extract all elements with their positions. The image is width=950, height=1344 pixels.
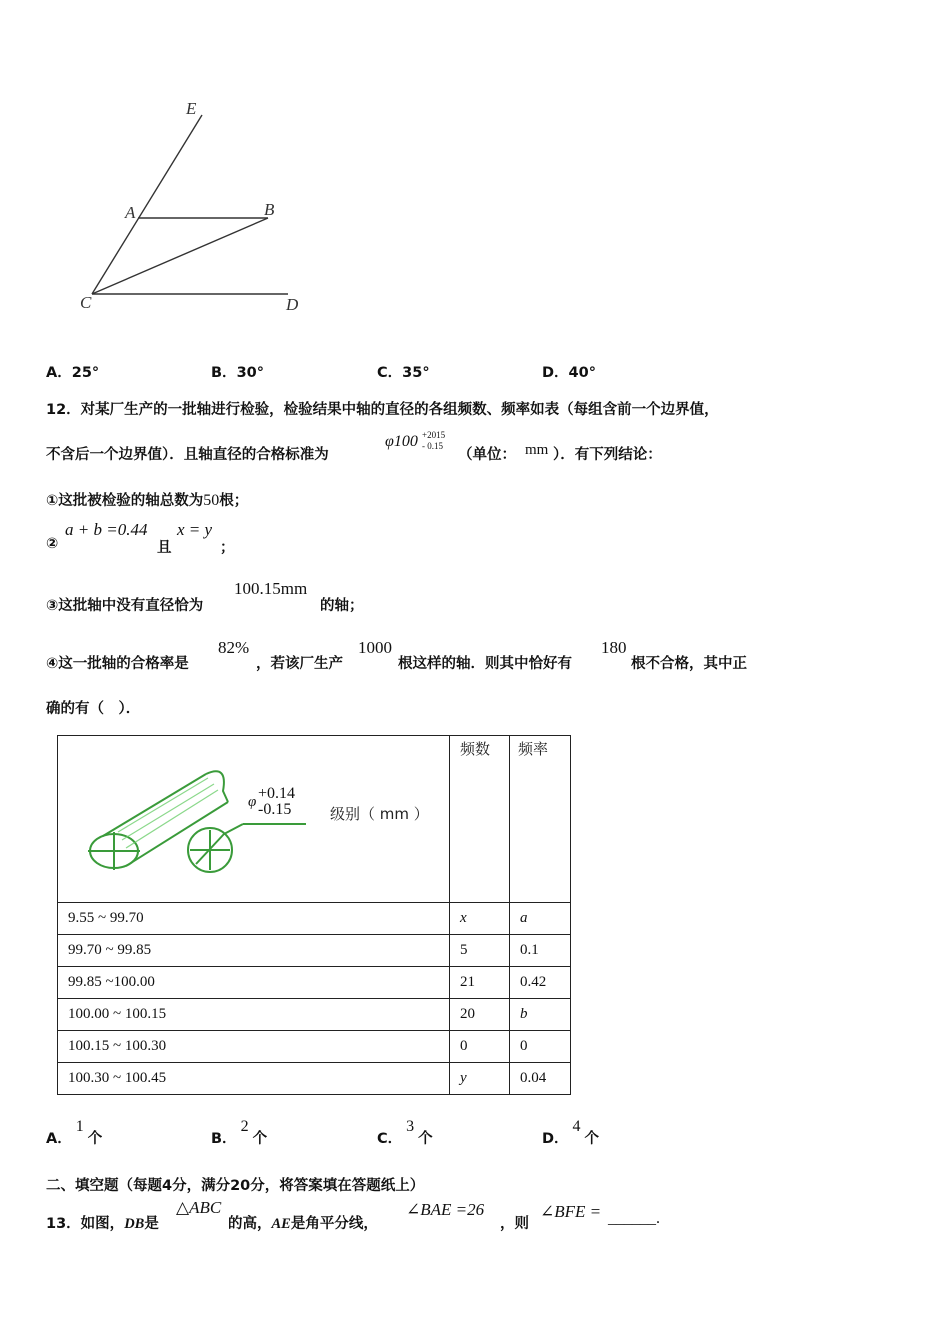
- q11-option-d[interactable]: D．40°: [542, 365, 596, 381]
- q12-statement-3: ③这批轴中没有直径恰为: [46, 598, 204, 614]
- q12-line2-unit: （单位：: [458, 447, 516, 463]
- q12-statement-4-rate: 82%: [218, 638, 250, 657]
- q12-statement-4-num1: 1000: [358, 638, 392, 657]
- q12-standard-tolerance: +2015 - 0.15: [422, 430, 446, 451]
- q12-statement-2-math1: a + b =0.44: [65, 520, 148, 539]
- q12-question-end: 确的有（ ）．: [46, 701, 141, 717]
- q12-option-d[interactable]: D．4个: [542, 1118, 600, 1147]
- freq-cell: x: [450, 903, 510, 935]
- q13-answer-blank[interactable]: ______.: [608, 1210, 660, 1227]
- tolerance-label: +0.14 -0.15: [258, 785, 296, 818]
- label-d: D: [286, 295, 299, 314]
- label-a: A: [125, 203, 136, 222]
- q11-option-c[interactable]: C．35°: [377, 365, 430, 381]
- q12-statement-2-end: ；: [220, 540, 235, 556]
- q13-angle-bfe: ∠BFE =: [540, 1202, 602, 1221]
- q12-line1: 12．对某厂生产的一批轴进行检验，检验结果中轴的直径的各组频数、频率如表（每组含前一个边界值，: [46, 402, 719, 418]
- table-row: [58, 935, 571, 967]
- line-ce: [92, 115, 202, 294]
- frequency-table: [57, 735, 571, 1095]
- q12-statement-2-and: 且: [157, 540, 172, 556]
- q12-statement-4-end: 根不合格，其中正: [631, 656, 747, 672]
- q13-prefix: 13．如图，DB是: [46, 1216, 159, 1232]
- label-b: B: [264, 200, 275, 219]
- q12-option-a[interactable]: A．1个: [46, 1118, 103, 1147]
- q11-option-b[interactable]: B．30°: [211, 365, 264, 381]
- range-cell: 100.15 ~ 100.30: [58, 1031, 450, 1063]
- range-cell: 9.55 ~ 99.70: [58, 903, 450, 935]
- table-row: [58, 903, 571, 935]
- freq-cell: 21: [450, 967, 510, 999]
- q13-triangle: △ABC: [176, 1198, 222, 1217]
- table-row: [58, 1063, 571, 1095]
- q13-mid1: 的高，AE是角平分线，: [228, 1216, 378, 1232]
- phi-symbol: φ: [248, 794, 257, 810]
- freq-cell: y: [450, 1063, 510, 1095]
- q12-line2-end: ）．有下列结论：: [553, 447, 662, 463]
- q12-standard: φ100: [385, 433, 418, 450]
- q12-option-b[interactable]: B．2个: [211, 1118, 268, 1147]
- q12-statement-3-end: 的轴；: [320, 598, 364, 614]
- range-cell: 100.00 ~ 100.15: [58, 999, 450, 1031]
- table-header-illustration-cell: [58, 736, 450, 903]
- rate-cell: 0.42: [510, 967, 571, 999]
- freq-cell: 5: [450, 935, 510, 967]
- label-c: C: [80, 293, 92, 312]
- rate-cell: b: [510, 999, 571, 1031]
- q12-statement-4: ④这一批轴的合格率是: [46, 656, 189, 672]
- q12-statement-3-math: 100.15mm: [234, 579, 308, 598]
- q12-unit-mm: mm: [525, 442, 549, 458]
- label-e: E: [186, 99, 197, 118]
- freq-header-cell: 频数: [450, 736, 510, 903]
- range-cell: 99.70 ~ 99.85: [58, 935, 450, 967]
- rate-cell: 0.04: [510, 1063, 571, 1095]
- table-row: [58, 1031, 571, 1063]
- table-header-row: [58, 736, 571, 903]
- rate-header-cell: 频率: [510, 736, 571, 903]
- rate-cell: 0.1: [510, 935, 571, 967]
- rate-cell: 0: [510, 1031, 571, 1063]
- q12-line2: 不含后一个边界值）．且轴直径的合格标准为: [46, 447, 329, 463]
- q13-angle-bae: ∠BAE =26: [406, 1200, 485, 1219]
- geometry-figure: [70, 95, 320, 325]
- q12-statement-2-marker: ②: [46, 536, 59, 552]
- freq-cell: 0: [450, 1031, 510, 1063]
- q12-statement-4-mid1: ，若该厂生产: [256, 656, 343, 672]
- table-row: [58, 967, 571, 999]
- rate-cell: a: [510, 903, 571, 935]
- q12-statement-4-mid2: 根这样的轴．则其中恰好有: [398, 656, 572, 672]
- section-2-title: 二、填空题（每题4分，满分20分，将答案填在答题纸上）: [46, 1178, 425, 1194]
- range-cell: 100.30 ~ 100.45: [58, 1063, 450, 1095]
- line-cb: [92, 218, 268, 294]
- q12-statement-2-math2: x = y: [177, 520, 213, 539]
- q12-statement-4-num2: 180: [601, 638, 627, 657]
- table-row: [58, 999, 571, 1031]
- grade-header: 级别（ mm ）: [330, 805, 429, 823]
- freq-cell: 20: [450, 999, 510, 1031]
- q12-statement-1: ①这批被检验的轴总数为50根；: [46, 492, 249, 509]
- q11-option-a[interactable]: A．25°: [46, 365, 100, 381]
- q12-option-c[interactable]: C．3个: [377, 1118, 433, 1147]
- range-cell: 99.85 ~100.00: [58, 967, 450, 999]
- q13-mid3: ，则: [500, 1216, 529, 1232]
